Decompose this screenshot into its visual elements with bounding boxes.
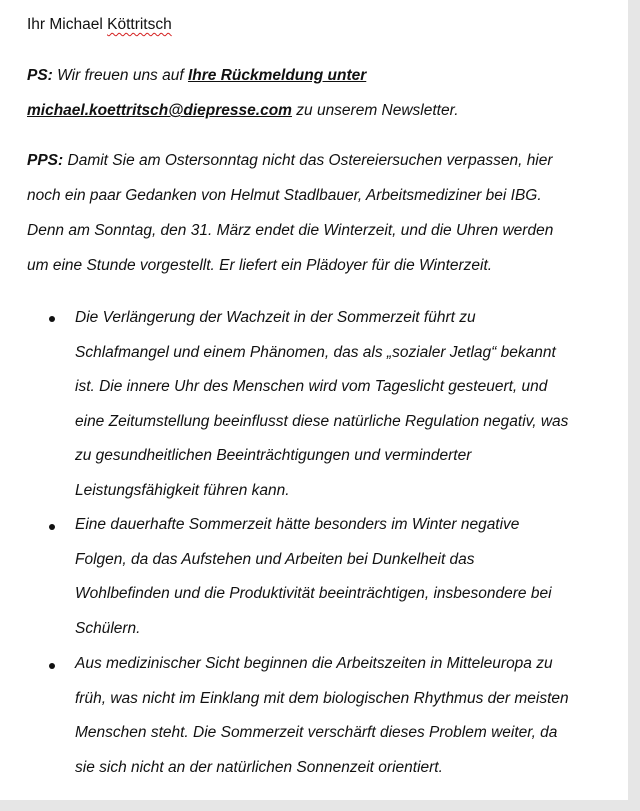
signature [27, 15, 172, 35]
pps-line-1 [27, 151, 553, 171]
signature-surname: Köttritsch [107, 16, 172, 33]
ps-email-link[interactable]: michael.koettritsch@diepresse.com [27, 102, 292, 119]
signature-prefix: Ihr Michael [27, 16, 103, 33]
bullet-dot [49, 524, 55, 530]
window-scroll-edge [628, 0, 640, 811]
list-item-line: Die Verlängerung der Wachzeit in der Sommerzeit führt zu [75, 309, 476, 326]
ps-line-1 [27, 66, 366, 86]
list-item-line: Schülern. [75, 620, 141, 637]
list-item-line: ist. Die innere Uhr des Menschen wird vom Tageslicht gesteuert, und [75, 378, 548, 395]
ps-line-2 [27, 101, 459, 121]
list-item-line: Schlafmangel und einem Phänomen, das als „sozialer Jetlag“ bekannt [75, 344, 556, 361]
list-item-line: Leistungsfähigkeit führen kann. [75, 482, 290, 499]
pps-text-line: um eine Stunde vorgestellt. Er liefert ein Plädoyer für die Winterzeit. [27, 257, 493, 274]
list-item-line: Folgen, da das Aufstehen und Arbeiten bei Dunkelheit das [75, 551, 475, 568]
pps-label: PPS: [27, 152, 64, 169]
bullet-dot [49, 663, 55, 669]
list-item-line: sie sich nicht an der natürlichen Sonnenzeit orientiert. [75, 759, 443, 776]
list-item-line: Aus medizinischer Sicht beginnen die Arbeitszeiten in Mitteleuropa zu [75, 655, 553, 672]
window-bottom-edge [0, 800, 640, 811]
ps-label: PS: [27, 67, 53, 84]
list-item-line: eine Zeitumstellung beeinflusst diese natürliche Regulation negativ, was [75, 413, 569, 430]
list-item-line: früh, was nicht im Einklang mit dem biologischen Rhythmus der meisten [75, 690, 569, 707]
ps-text-before: Wir freuen uns auf [57, 67, 184, 84]
pps-text-line: Denn am Sonntag, den 31. März endet die Winterzeit, und die Uhren werden [27, 222, 554, 239]
pps-text-line: Damit Sie am Ostersonntag nicht das Ostereiersuchen verpassen, hier [67, 152, 553, 169]
ps-text-after: zu unserem Newsletter. [296, 102, 459, 119]
list-item-line: Wohlbefinden und die Produktivität beeinträchtigen, insbesondere bei [75, 585, 552, 602]
list-item-line: zu gesundheitlichen Beeinträchtigungen und verminderter [75, 447, 472, 464]
pps-text-line: noch ein paar Gedanken von Helmut Stadlbauer, Arbeitsmediziner bei IBG. [27, 187, 542, 204]
ps-feedback-link[interactable]: Ihre Rückmeldung unter [187, 67, 367, 84]
list-item-line: Eine dauerhafte Sommerzeit hätte besonders im Winter negative [75, 516, 520, 533]
bullet-dot [49, 316, 55, 322]
list-item-line: Menschen steht. Die Sommerzeit verschärft dieses Problem weiter, da [75, 724, 558, 741]
